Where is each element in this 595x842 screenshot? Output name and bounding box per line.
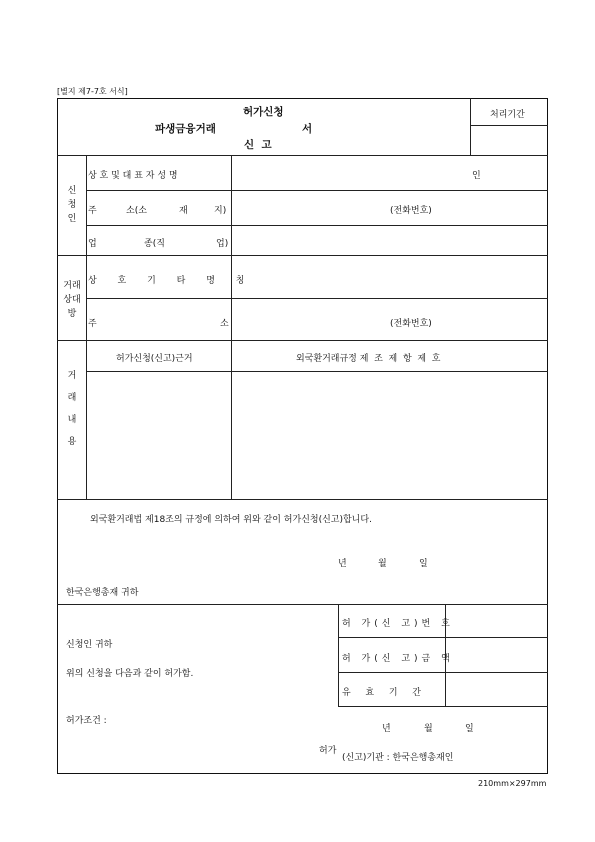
transaction-section-label: 거 래 내 용 xyxy=(67,371,77,447)
title-bottom: 신 고 xyxy=(244,139,272,151)
divider xyxy=(86,371,548,372)
title-suffix: 서 xyxy=(302,123,313,135)
divider xyxy=(57,255,548,256)
divider xyxy=(57,340,548,341)
approval-day: 일 xyxy=(465,724,474,734)
processing-period-label: 처리기간 xyxy=(490,110,525,120)
counterparty-name-label: 상 호 기 타 명 칭 xyxy=(88,276,254,286)
divider xyxy=(338,706,548,707)
title-top: 허가신청 xyxy=(243,106,284,118)
business-label-part: 업 xyxy=(88,239,97,249)
approval-month: 월 xyxy=(424,724,433,734)
declaration-statement: 외국환거래법 제18조의 규정에 의하여 위와 같이 허가신청(신고)합니다. xyxy=(90,515,372,525)
basis-header: 허가신청(신고)근거 xyxy=(116,354,193,364)
divider xyxy=(470,98,471,155)
declaration-day: 일 xyxy=(419,559,428,569)
address-label-part: 지) xyxy=(214,206,227,216)
divider xyxy=(231,155,232,255)
applicant-name-label: 상 호 및 대 표 자 성 명 xyxy=(88,171,178,181)
approval-text: 위의 신청을 다음과 같이 허가함. xyxy=(66,669,194,679)
divider xyxy=(470,125,548,126)
counterparty-section-label: 거래 상대 방 xyxy=(63,281,81,319)
divider xyxy=(86,190,548,191)
divider xyxy=(86,298,548,299)
to-applicant: 신청인 귀하 xyxy=(66,640,113,650)
business-label-part: 업) xyxy=(216,239,229,249)
applicant-section-label: 신 청 인 xyxy=(67,186,77,224)
declaration-month: 월 xyxy=(378,559,387,569)
validity-label: 유 효 기 간 xyxy=(342,688,424,698)
paper-size-label: 210mm×297mm xyxy=(478,779,547,788)
permit-number-label: 허 가(신 고)번 호 xyxy=(342,619,454,629)
divider xyxy=(86,155,87,500)
approval-year: 년 xyxy=(382,724,391,734)
address-label-part: 재 xyxy=(179,206,188,216)
title-main: 파생금융거래 xyxy=(155,123,216,135)
addressee: 한국은행총재 귀하 xyxy=(66,588,139,598)
authority-label: (신고)기관 : 한국은행총재인 xyxy=(342,753,454,763)
permit-amount-label: 허 가(신 고)금 액 xyxy=(342,654,454,664)
business-label-part: 종(직 xyxy=(144,239,165,249)
divider xyxy=(57,155,548,156)
declaration-year: 년 xyxy=(338,559,347,569)
counterparty-address-label-part: 주 xyxy=(88,319,97,329)
authority-prefix: 허가 xyxy=(319,746,337,756)
applicant-phone-label: (전화번호) xyxy=(390,206,432,216)
divider xyxy=(338,604,339,706)
counterparty-address-label-part: 소 xyxy=(220,319,229,329)
divider xyxy=(338,637,548,638)
divider xyxy=(57,499,548,500)
conditions-label: 허가조건 : xyxy=(66,716,107,726)
regulation-header: 외국환거래규정 제 조 제 항 제 호 xyxy=(296,354,441,364)
divider xyxy=(57,604,548,605)
address-label-part: 주 xyxy=(88,206,97,216)
divider xyxy=(338,672,548,673)
counterparty-phone-label: (전화번호) xyxy=(390,319,432,329)
divider xyxy=(231,340,232,500)
divider xyxy=(86,225,548,226)
address-label-part: 소(소 xyxy=(126,206,147,216)
seal-mark: 인 xyxy=(472,171,481,181)
form-number-label: [별지 제7-7호 서식] xyxy=(57,87,128,96)
